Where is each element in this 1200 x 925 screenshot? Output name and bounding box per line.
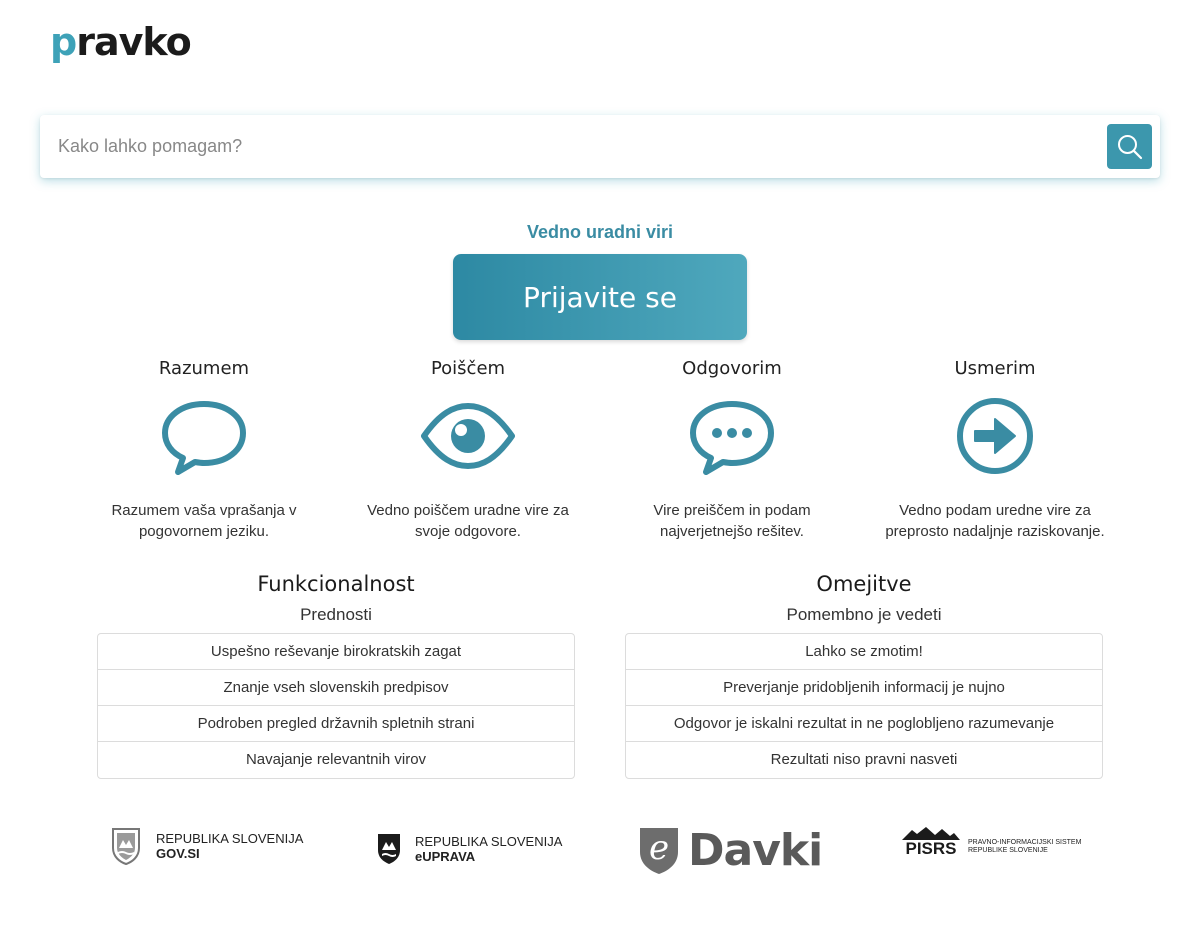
partner-pisrs[interactable] — [902, 826, 1081, 858]
partner-line1: REPUBLIKA SLOVENIJA — [156, 831, 304, 846]
feature-title: Usmerim — [954, 358, 1036, 379]
chat-dots-icon — [687, 396, 777, 476]
list-item: Odgovor je iskalni rezultat in ne poglobljeno razumevanje — [626, 706, 1102, 742]
search-input[interactable] — [40, 115, 1100, 178]
limitations-section — [625, 572, 1103, 779]
limitations-subtitle: Pomembno je vedeti — [786, 605, 942, 624]
list-item: Lahko se zmotim! — [626, 634, 1102, 670]
functionality-section — [97, 572, 575, 779]
feature-title: Razumem — [158, 358, 250, 379]
list-item: Uspešno reševanje birokratskih zagat — [98, 634, 574, 670]
davki-wordmark: Davki — [688, 824, 823, 876]
tagline: Vedno uradni viri — [526, 222, 674, 242]
feature-poiscem — [348, 358, 588, 542]
advantages-list — [97, 633, 575, 779]
feature-text: Razumem vaša vprašanja v pogovornem jeziku. — [111, 502, 297, 540]
partner-line2: REPUBLIKE SLOVENIJE — [968, 847, 1048, 854]
partner-line1: REPUBLIKA SLOVENIJA — [415, 834, 563, 849]
login-button[interactable]: Prijavite se — [453, 254, 747, 340]
list-item: Podroben pregled državnih spletnih strani — [98, 706, 574, 742]
limitations-title: Omejitve — [816, 572, 912, 596]
pravko-logo[interactable] — [50, 18, 191, 66]
limitations-list — [625, 633, 1103, 779]
partner-davki[interactable] — [638, 824, 822, 876]
feature-text: Vedno podam uredne vire za preprosto nadaljnje raziskovanje. — [885, 502, 1105, 540]
mountains-icon — [902, 826, 960, 840]
davki-shield-icon: e — [638, 824, 680, 876]
feature-title: Odgovorim — [682, 358, 782, 379]
feature-text: Vire preiščem in podam najverjetnejšo rešitev. — [653, 502, 811, 540]
search-icon — [1116, 133, 1144, 161]
partner-line2: GOV.SI — [156, 846, 200, 861]
pisrs-wordmark: PISRS — [905, 839, 957, 858]
partner-gov-si[interactable] — [110, 826, 303, 866]
partner-line2: eUPRAVA — [415, 849, 476, 864]
functionality-subtitle: Prednosti — [300, 605, 372, 624]
logo-text: pravko — [50, 20, 191, 64]
feature-title: Poiščem — [430, 358, 506, 379]
list-item: Navajanje relevantnih virov — [245, 751, 427, 768]
partner-line1: PRAVNO-INFORMACIJSKI SISTEM — [968, 839, 1082, 846]
search-bar — [40, 115, 1160, 178]
search-button[interactable] — [1107, 124, 1152, 169]
list-item: Znanje vseh slovenskih predpisov — [98, 670, 574, 706]
speech-bubble-icon — [159, 396, 249, 476]
arrow-right-circle-icon — [953, 394, 1037, 478]
feature-odgovorim — [612, 358, 852, 542]
eye-icon — [420, 401, 516, 471]
partner-euprava[interactable] — [377, 833, 562, 865]
slovenia-coat-of-arms-icon — [377, 833, 401, 865]
functionality-title: Funkcionalnost — [257, 572, 415, 596]
list-item: Preverjanje pridobljenih informacij je nujno — [626, 670, 1102, 706]
feature-razumem — [84, 358, 324, 542]
slovenia-coat-of-arms-icon — [110, 826, 142, 866]
list-item: Rezultati niso pravni nasveti — [770, 751, 958, 768]
feature-usmerim — [875, 358, 1115, 542]
feature-text: Vedno poiščem uradne vire za svoje odgovore. — [367, 502, 569, 540]
